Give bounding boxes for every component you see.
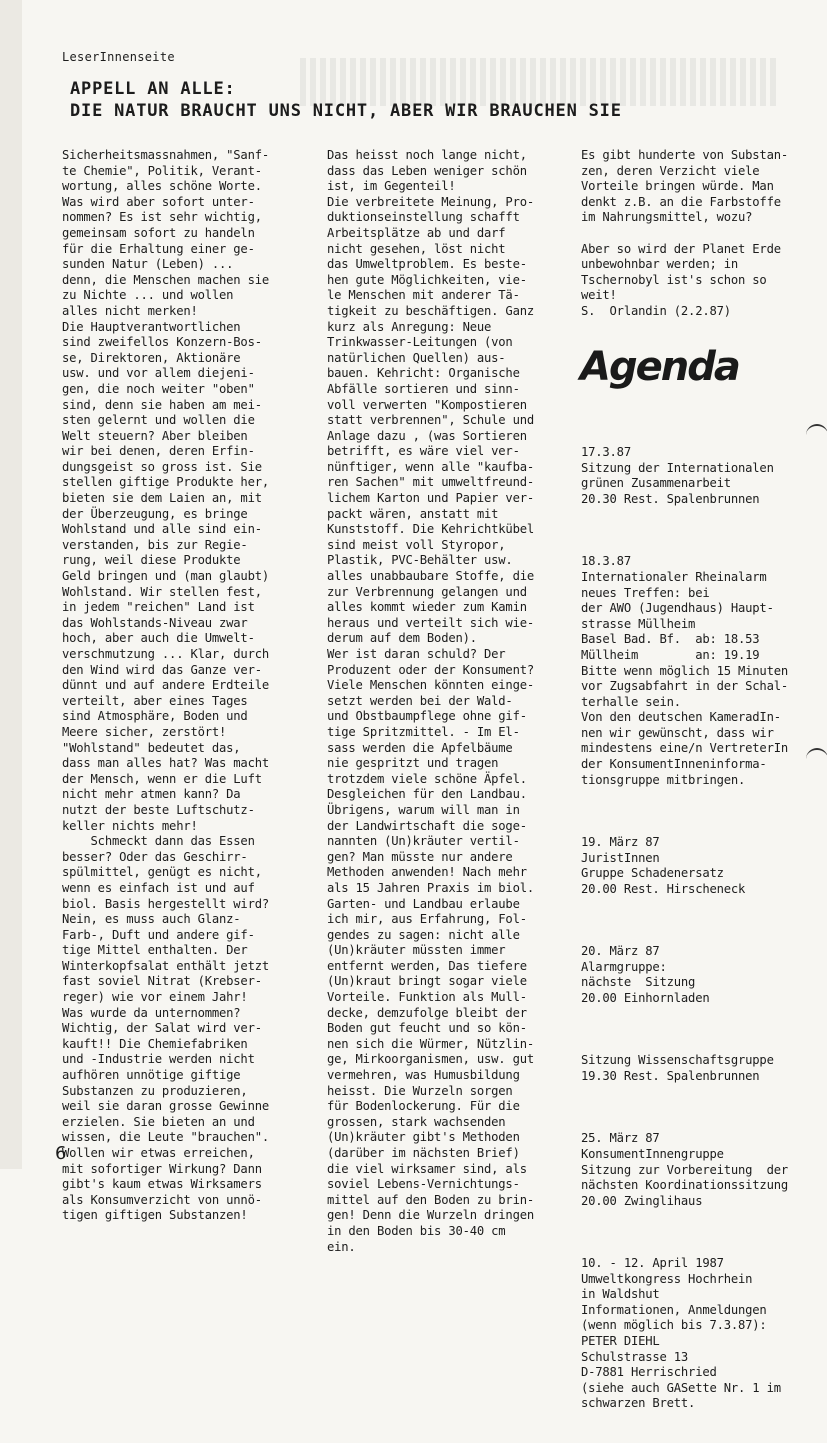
page-edge bbox=[0, 0, 22, 1169]
section-kicker: LeserInnenseite bbox=[62, 50, 175, 64]
page-number: 6 bbox=[55, 1143, 67, 1164]
article-title bbox=[70, 78, 622, 122]
article-column-2: Das heisst noch lange nicht, dass das Leben weniger schön ist, im Gegenteil! Die verbreitete Meinung, Pro- duktionseinstellung schafft Arbeitsplätze ab und darf nicht gesehen, löst nicht das Umweltproblem. Es beste- hen gute Möglichkeiten, vie- le Menschen mit anderer Tä- tigkeit zu beschäftigen. Ganz kurz als Anregung: Neue Trinkwasser-Leitungen (von natürlichen Quellen) aus- bauen. Kehricht: Organische Abfälle sortieren und sinn- voll verwerten "Kompostieren statt verbrennen", Schule und Anlage dazu , (was Sortieren betrifft, es wäre viel ver- nünftiger, wenn alle "kaufba- ren Sachen" mit umweltfreund- lichem Karton und Papier ver- packt wären, anstatt mit Kunststoff. Die Kehrichtkübel sind meist voll Styropor, Plastik, PVC-Behälter usw. alles unabbaubare Stoffe, die zur Verbrennung gelangen und alles kommt wieder zum Kamin heraus und verteilt sich wie- derum auf dem Boden). Wer ist daran schuld? Der Produzent oder der Konsument? Viele Menschen könnten einge- setzt werden bei der Wald- und Obstbaumpflege ohne gif- tige Spritzmittel. - Im El- sass werden die Apfelbäume nie gespritzt und tragen trotzdem viele schöne Äpfel. Desgleichen für den Landbau. Übrigens, warum will man in der Landwirtschaft die soge- nannten (Un)kräuter vertil- gen? Man müsste nur andere Methoden anwenden! Nach mehr als 15 Jahren Praxis im biol. Garten- und Landbau erlaube ich mir, aus Erfahrung, Fol- gendes zu sagen: nicht alle (Un)kräuter müssten immer entfernt werden, Das tiefere (Un)kraut bringt sogar viele Vorteile. Funktion als Mull- decke, demzufolge bleibt der Boden gut feucht und so kön- nen sich die Würmer, Nützlin- ge, Mirkoorganismen, usw. gut vermehren, was Humusbildung heisst. Die Wurzeln sorgen für Bodenlockerung. Für die grossen, stark wachsenden (Un)kräuter gibt's Methoden (darüber im nächsten Brief) die viel wirksamer sind, als soviel Lebens-Vernichtungs- mittel auf den Boden zu brin- gen! Denn die Wurzeln dringen in den Boden bis 30-40 cm ein. bbox=[327, 148, 534, 1254]
binder-hole-mark bbox=[806, 748, 827, 762]
title-line-2: DIE NATUR BRAUCHT UNS NICHT, ABER WIR BRAUCHEN SIE bbox=[70, 101, 622, 121]
agenda-item: Sitzung Wissenschaftsgruppe 19.30 Rest. Spalenbrunnen bbox=[581, 1053, 774, 1083]
article-column-1: Sicherheitsmassnahmen, "Sanf- te Chemie", Politik, Verant- wortung, alles schöne Worte. Was wird aber sofort unter- nommen? Es ist sehr wichtig, gemeinsam sofort zu handeln für die Erhaltung einer ge- sunden Natur (Leben) ... denn, die Menschen machen sie zu Nichte ... und wollen alles nicht merken! Die Hauptverantwortlichen sind zweifellos Konzern-Bos- se, Direktoren, Aktionäre usw. und vor allem diejeni- gen, die noch weiter "oben" sind, denn sie haben am mei- sten gelernt und wollen die Welt steuern? Aber bleiben wir bei denen, deren Erfin- dungsgeist so gross ist. Sie stellen giftige Produkte her, bieten sie dem Laien an, mit der Überzeugung, es bringe Wohlstand und alle sind ein- verstanden, bis zur Regie- rung, weil diese Produkte Geld bringen und (man glaubt) Wohlstand. Wir stellen fest, in jedem "reichen" Land ist das Wohlstands-Niveau zwar hoch, aber auch die Umwelt- verschmutzung ... Klar, durch den Wind wird das Ganze ver- dünnt und auf andere Erdteile verteilt, aber eines Tages sind Atmosphäre, Boden und Meere sicher, zerstört! "Wohlstand" bedeutet das, dass man alles hat? Was macht der Mensch, wenn er die Luft nicht mehr atmen kann? Da nutzt der beste Luftschutz- keller nichts mehr! Schmeckt dann das Essen besser? Oder das Geschirr- spülmittel, genügt es nicht, wenn es einfach ist und auf biol. Basis hergestellt wird? Nein, es muss auch Glanz- Farb-, Duft und andere gif- tige Mittel enthalten. Der Winterkopfsalat enthält jetzt fast soviel Nitrat (Krebser- reger) wie vor einem Jahr! Was wurde da unternommen? Wichtig, der Salat wird ver- kauft!! Die Chemiefabriken und -Industrie werden nicht aufhören unnötige giftige Substanzen zu produzieren, weil sie daran grosse Gewinne erzielen. Sie bieten an und wissen, die Leute "brauchen". Wollen wir etwas erreichen, mit sofortiger Wirkung? Dann gibt's kaum etwas Wirksamers als Konsumverzicht von unnö- tigen giftigen Substanzen! bbox=[62, 148, 269, 1223]
agenda-item: 18.3.87 Internationaler Rheinalarm neues Treffen: bei der AWO (Jugendhaus) Haupt- strasse Müllheim Basel Bad. Bf. ab: 18.53 Müllheim an: 19.19 Bitte wenn möglich 15 Minuten vor Zugsabfahrt in der Schal- terhalle sein. Von den deutschen KameradIn- nen wir gewünscht, dass wir mindestens eine/n VertreterIn der KonsumentInneninforma- tionsgruppe mitbringen. bbox=[581, 554, 788, 787]
agenda-item: 17.3.87 Sitzung der Internationalen grünen Zusammenarbeit 20.30 Rest. Spalenbrunnen bbox=[581, 445, 774, 506]
agenda-item: 19. März 87 JuristInnen Gruppe Schadenersatz 20.00 Rest. Hirscheneck bbox=[581, 835, 746, 896]
title-line-1: APPELL AN ALLE: bbox=[70, 79, 236, 99]
binder-hole-mark bbox=[806, 424, 827, 438]
agenda-list bbox=[581, 414, 788, 1443]
agenda-item: 10. - 12. April 1987 Umweltkongress Hochrhein in Waldshut Informationen, Anmeldungen (wenn möglich bis 7.3.87): PETER DIEHL Schulstrasse 13 D-7881 Herrischried (siehe auch GASette Nr. 1 im schwarzen Brett. bbox=[581, 1256, 781, 1411]
agenda-item: 20. März 87 Alarmgruppe: nächste Sitzung 20.00 Einhornladen bbox=[581, 944, 710, 1005]
agenda-heading: Agenda bbox=[580, 344, 739, 390]
agenda-item: 25. März 87 KonsumentInnengruppe Sitzung zur Vorbereitung der nächsten Koordinationssitzung 20.00 Zwinglihaus bbox=[581, 1131, 788, 1208]
article-column-3: Es gibt hunderte von Substan- zen, deren Verzicht viele Vorteile bringen würde. Man denkt z.B. an die Farbstoffe im Nahrungsmittel, wozu? Aber so wird der Planet Erde unbewohnbar werden; in Tschernobyl ist's schon so weit! S. Orlandin (2.2.87) bbox=[581, 148, 788, 318]
